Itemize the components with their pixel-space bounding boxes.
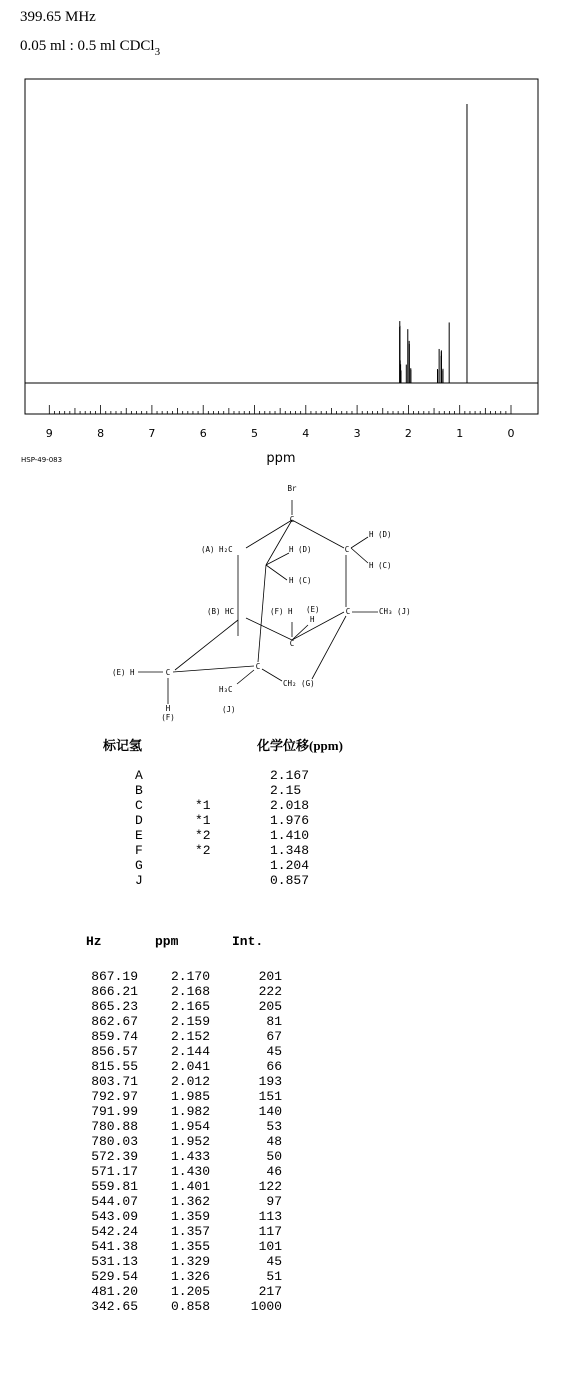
assignment-header-shift: 化学位移(ppm)	[257, 738, 343, 753]
peak-int: 217	[258, 1284, 282, 1299]
peak-ppm: 1.982	[170, 1104, 210, 1119]
peak-ppm: 1.205	[170, 1284, 210, 1299]
x-tick-label: 9	[45, 427, 53, 440]
label-e-h: H	[310, 615, 315, 624]
assignment-shift: 2.167	[270, 768, 310, 783]
peak-int: 140	[258, 1104, 282, 1119]
peak-hz: 542.24	[91, 1224, 138, 1239]
x-tick-label: 5	[251, 427, 258, 440]
peak-ppm: 2.170	[170, 969, 210, 984]
peak-ppm: 2.144	[170, 1044, 210, 1059]
peak-hz: 865.23	[91, 999, 138, 1014]
assignment-label: D	[135, 813, 143, 828]
label-f: (F)	[161, 713, 175, 722]
peak-ppm: 1.433	[170, 1149, 210, 1164]
peak-int: 45	[266, 1254, 282, 1269]
peak-ppm: 1.329	[170, 1254, 210, 1269]
label-c-left: C	[165, 668, 171, 677]
label-c-center: C	[289, 639, 295, 648]
label-hc-right: H (C)	[369, 561, 392, 570]
peak-hz: 859.74	[91, 1029, 138, 1044]
peak-ppm: 2.159	[170, 1014, 210, 1029]
peak-ppm: 1.359	[170, 1209, 210, 1224]
peak-ppm: 0.858	[170, 1299, 210, 1314]
peak-ppm: 1.985	[170, 1089, 210, 1104]
assignment-label: G	[135, 858, 143, 873]
peak-int: 201	[258, 969, 282, 984]
label-h-bottom: H	[165, 704, 171, 713]
label-e-h-left: (E) H	[112, 668, 135, 677]
peak-int: 117	[258, 1224, 282, 1239]
peak-header-hz: Hz	[86, 934, 102, 949]
peak-hz: 572.39	[91, 1149, 138, 1164]
peak-int: 48	[266, 1134, 282, 1149]
peak-int: 113	[258, 1209, 282, 1224]
peak-hz: 544.07	[91, 1194, 138, 1209]
peak-ppm: 1.326	[170, 1269, 210, 1284]
label-j: (J)	[222, 705, 236, 714]
peak-int: 51	[266, 1269, 282, 1284]
peak-ppm: 2.041	[170, 1059, 210, 1074]
assignment-label: E	[135, 828, 143, 843]
peak-hz: 867.19	[91, 969, 138, 984]
label-hc-mid: H (C)	[289, 576, 312, 585]
peak-hz: 571.17	[91, 1164, 138, 1179]
label-c-top: C	[289, 515, 295, 524]
assignment-header-label: 标记氢	[103, 738, 143, 753]
peak-ppm: 2.165	[170, 999, 210, 1014]
x-tick-label: 7	[148, 427, 156, 440]
peak-int: 46	[266, 1164, 282, 1179]
peak-hz: 529.54	[91, 1269, 138, 1284]
assignment-label: J	[135, 873, 143, 888]
structure-bonds	[138, 500, 378, 704]
assignment-label: F	[135, 843, 143, 858]
assignment-shift: 1.348	[270, 843, 310, 858]
solvent-subscript: 3	[154, 46, 161, 58]
label-c-right: C	[344, 545, 350, 554]
label-c-right2: C	[345, 607, 351, 616]
peak-ppm: 1.362	[170, 1194, 210, 1209]
assignment-shift: 2.15	[270, 783, 302, 798]
peak-hz: 856.57	[91, 1044, 138, 1059]
assignment-mark: *2	[195, 828, 211, 843]
label-hd-mid: H (D)	[289, 545, 312, 554]
peak-hz: 803.71	[91, 1074, 138, 1089]
assignment-shift: 2.018	[270, 798, 310, 813]
peak-ppm: 1.357	[170, 1224, 210, 1239]
label-hd-right: H (D)	[369, 530, 392, 539]
peak-hz: 531.13	[91, 1254, 138, 1269]
label-h3c: H₃C	[219, 685, 233, 694]
peak-ppm: 1.355	[170, 1239, 210, 1254]
spectrum-code: HSP-49-083	[21, 456, 63, 464]
peak-ppm: 2.012	[170, 1074, 210, 1089]
peak-int: 67	[266, 1029, 282, 1044]
peak-hz: 559.81	[91, 1179, 138, 1194]
assignment-label: C	[135, 798, 143, 813]
spectrometer-frequency: 399.65 MHz	[20, 9, 96, 25]
peak-int: 101	[258, 1239, 282, 1254]
x-tick-label: 8	[97, 427, 105, 440]
peak-ppm: 2.152	[170, 1029, 210, 1044]
assignment-shift: 1.410	[270, 828, 310, 843]
label-f-h: (F) H	[270, 607, 293, 616]
x-tick-label: 1	[456, 427, 464, 440]
assignment-shift: 1.976	[270, 813, 310, 828]
peak-int: 193	[258, 1074, 282, 1089]
peak-hz: 780.88	[91, 1119, 138, 1134]
assignment-label: B	[135, 783, 143, 798]
peak-int: 50	[266, 1149, 282, 1164]
peak-hz: 481.20	[91, 1284, 138, 1299]
solvent-text: 0.05 ml : 0.5 ml CDCl	[20, 38, 155, 54]
assignment-label: A	[135, 768, 143, 783]
peak-ppm: 1.401	[170, 1179, 210, 1194]
peak-int: 122	[258, 1179, 282, 1194]
label-ch3-j: CH₃ (J)	[379, 607, 411, 616]
x-tick-label: 4	[302, 427, 310, 440]
assignment-mark: *2	[195, 843, 211, 858]
x-axis-label: ppm	[266, 451, 296, 466]
label-a-h2c: (A) H₂C	[201, 545, 233, 554]
assignment-shift: 1.204	[270, 858, 310, 873]
peak-int: 81	[266, 1014, 282, 1029]
peak-int: 66	[266, 1059, 282, 1074]
label-e: (E)	[306, 605, 320, 614]
peak-hz: 866.21	[91, 984, 138, 999]
peak-header-ppm: ppm	[155, 934, 179, 949]
peak-hz: 815.55	[91, 1059, 138, 1074]
peak-int: 1000	[250, 1299, 282, 1314]
peak-hz: 862.67	[91, 1014, 138, 1029]
label-c-bottom: C	[255, 662, 261, 671]
x-tick-label: 0	[507, 427, 515, 440]
label-br: Br	[287, 484, 297, 493]
peak-hz: 342.65	[91, 1299, 138, 1314]
peak-ppm: 1.952	[170, 1134, 210, 1149]
peak-hz: 791.99	[91, 1104, 138, 1119]
assignment-mark: *1	[195, 813, 211, 828]
peak-int: 45	[266, 1044, 282, 1059]
assignment-shift: 0.857	[270, 873, 310, 888]
peak-ppm: 1.430	[170, 1164, 210, 1179]
peak-ppm: 2.168	[170, 984, 210, 999]
peak-int: 53	[266, 1119, 282, 1134]
label-b-hc: (B) HC	[207, 607, 235, 616]
peak-int: 97	[266, 1194, 282, 1209]
peak-hz: 543.09	[91, 1209, 138, 1224]
peak-hz: 541.38	[91, 1239, 138, 1254]
peak-hz: 792.97	[91, 1089, 138, 1104]
peak-int: 151	[258, 1089, 282, 1104]
peak-ppm: 1.954	[170, 1119, 210, 1134]
assignment-mark: *1	[195, 798, 211, 813]
x-tick-label: 3	[353, 427, 361, 440]
peak-hz: 780.03	[91, 1134, 138, 1149]
x-tick-label: 6	[199, 427, 207, 440]
peak-int: 205	[258, 999, 282, 1014]
label-ch2-g: CH₂ (G)	[283, 679, 315, 688]
peak-int: 222	[258, 984, 282, 999]
peak-header-int: Int.	[232, 934, 264, 949]
x-tick-label: 2	[404, 427, 412, 440]
structure-labels	[112, 484, 411, 722]
